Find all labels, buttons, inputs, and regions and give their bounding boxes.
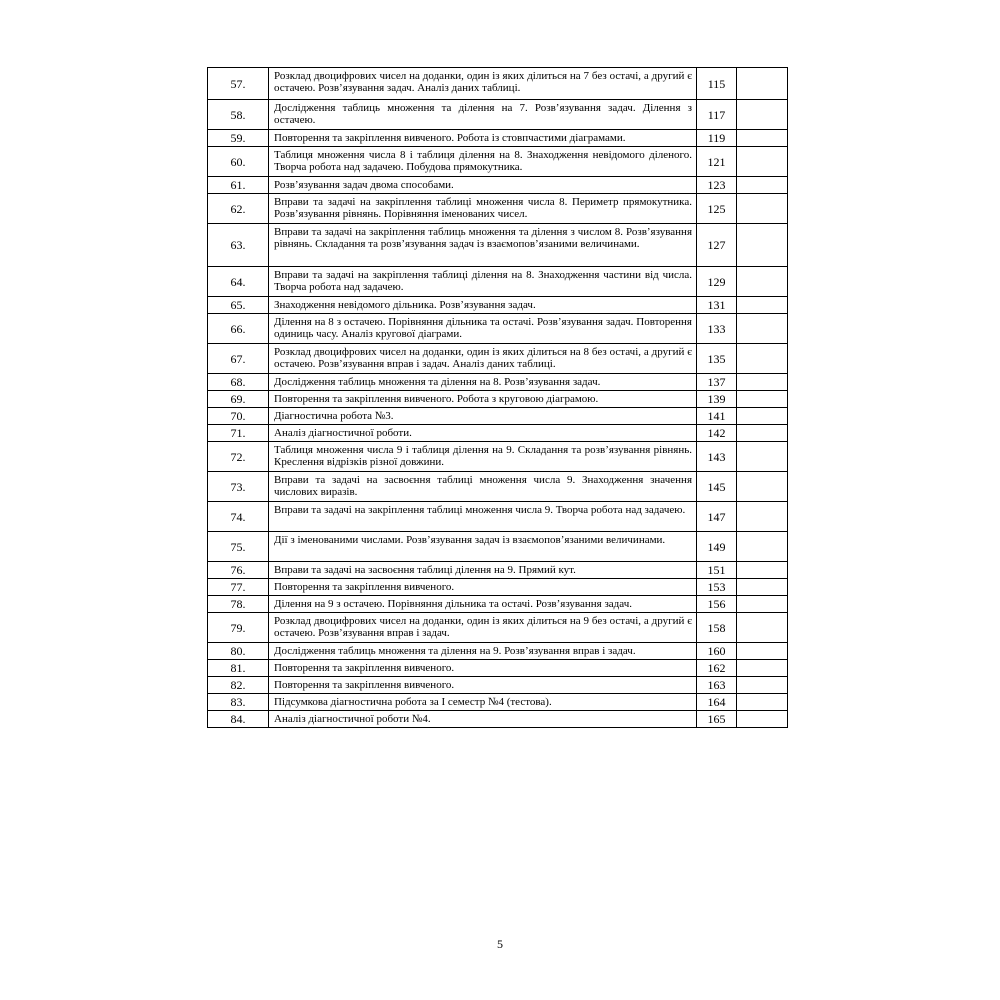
empty-cell — [737, 579, 788, 596]
empty-cell — [737, 267, 788, 297]
lesson-page: 163 — [697, 677, 737, 694]
page-number: 5 — [497, 937, 503, 951]
lesson-topic: Вправи та задачі на закріплення таблиці множення числа 8. Периметр прямокутника. Розв’язування рівнянь. Порівняння іменованих чисел. — [269, 194, 697, 224]
lesson-topic: Повторення та закріплення вивченого. Робота із стовпчастими діаграмами. — [269, 130, 697, 147]
lesson-topic: Вправи та задачі на закріплення таблиць множення та ділення з числом 8. Розв’язування рівнянь. Складання та розв’язування задач із взаємопов’язаними величинами. — [269, 224, 697, 267]
lesson-topic: Таблиця множення числа 9 і таблиця ділення на 9. Складання та розв’язування рівнянь. Креслення відрізків різної довжини. — [269, 442, 697, 472]
lesson-page: 125 — [697, 194, 737, 224]
table-row — [208, 596, 788, 613]
lesson-page: 142 — [697, 425, 737, 442]
table-row — [208, 147, 788, 177]
lesson-topic: Дослідження таблиць множення та ділення на 8. Розв’язування задач. — [269, 374, 697, 391]
empty-cell — [737, 660, 788, 677]
lesson-number: 77. — [208, 579, 269, 596]
table-row — [208, 297, 788, 314]
empty-cell — [737, 408, 788, 425]
lesson-number: 84. — [208, 711, 269, 728]
lesson-page: 121 — [697, 147, 737, 177]
lesson-topic: Вправи та задачі на засвоєння таблиці ділення на 9. Прямий кут. — [269, 562, 697, 579]
table-row — [208, 425, 788, 442]
lesson-page: 156 — [697, 596, 737, 613]
lesson-number: 82. — [208, 677, 269, 694]
lesson-number: 71. — [208, 425, 269, 442]
table-row — [208, 194, 788, 224]
table-row — [208, 224, 788, 267]
lesson-topic: Дослідження таблиць множення та ділення на 9. Розв’язування вправ і задач. — [269, 643, 697, 660]
empty-cell — [737, 68, 788, 100]
lesson-page: 139 — [697, 391, 737, 408]
table-row — [208, 502, 788, 532]
table-row — [208, 677, 788, 694]
empty-cell — [737, 562, 788, 579]
lesson-number: 66. — [208, 314, 269, 344]
lesson-number: 59. — [208, 130, 269, 147]
lesson-topic: Вправи та задачі на засвоєння таблиці множення числа 9. Знаходження значення числових виразів. — [269, 472, 697, 502]
lesson-number: 57. — [208, 68, 269, 100]
lesson-topic: Вправи та задачі на закріплення таблиці множення числа 9. Творча робота над задачею. — [269, 502, 697, 532]
empty-cell — [737, 596, 788, 613]
lesson-topic: Знаходження невідомого дільника. Розв’язування задач. — [269, 297, 697, 314]
empty-cell — [737, 130, 788, 147]
lesson-topic: Розклад двоцифрових чисел на доданки, один із яких ділиться на 9 без остачі, а другий є остачею. Розв’язування вправ і задач. — [269, 613, 697, 643]
lesson-number: 74. — [208, 502, 269, 532]
lesson-topic: Розв’язування задач двома способами. — [269, 177, 697, 194]
lesson-page: 133 — [697, 314, 737, 344]
lesson-number: 61. — [208, 177, 269, 194]
lesson-plan-table — [207, 67, 788, 728]
empty-cell — [737, 194, 788, 224]
table-row — [208, 267, 788, 297]
lesson-topic: Повторення та закріплення вивченого. — [269, 579, 697, 596]
empty-cell — [737, 532, 788, 562]
lesson-number: 69. — [208, 391, 269, 408]
empty-cell — [737, 442, 788, 472]
lesson-number: 60. — [208, 147, 269, 177]
table-row — [208, 374, 788, 391]
lesson-number: 58. — [208, 100, 269, 130]
lesson-page: 119 — [697, 130, 737, 147]
table-row — [208, 100, 788, 130]
empty-cell — [737, 643, 788, 660]
table-row — [208, 408, 788, 425]
empty-cell — [737, 297, 788, 314]
lesson-page: 145 — [697, 472, 737, 502]
empty-cell — [737, 374, 788, 391]
lesson-topic: Вправи та задачі на закріплення таблиці ділення на 8. Знаходження частини від числа. Творча робота над задачею. — [269, 267, 697, 297]
table-row — [208, 694, 788, 711]
lesson-page: 165 — [697, 711, 737, 728]
empty-cell — [737, 677, 788, 694]
empty-cell — [737, 314, 788, 344]
lesson-topic: Ділення на 8 з остачею. Порівняння дільника та остачі. Розв’язування задач. Повторення одиниць часу. Аналіз кругової діаграми. — [269, 314, 697, 344]
lesson-number: 73. — [208, 472, 269, 502]
lesson-topic: Розклад двоцифрових чисел на доданки, один із яких ділиться на 8 без остачі, а другий є остачею. Розв’язування вправ і задач. Аналіз даних таблиці. — [269, 344, 697, 374]
lesson-number: 78. — [208, 596, 269, 613]
table-row — [208, 711, 788, 728]
empty-cell — [737, 694, 788, 711]
empty-cell — [737, 177, 788, 194]
table-row — [208, 643, 788, 660]
lesson-number: 64. — [208, 267, 269, 297]
lesson-number: 72. — [208, 442, 269, 472]
lesson-number: 81. — [208, 660, 269, 677]
lesson-number: 76. — [208, 562, 269, 579]
lesson-page: 143 — [697, 442, 737, 472]
lesson-page: 147 — [697, 502, 737, 532]
table-row — [208, 472, 788, 502]
lesson-number: 80. — [208, 643, 269, 660]
empty-cell — [737, 613, 788, 643]
lesson-topic: Аналіз діагностичної роботи №4. — [269, 711, 697, 728]
lesson-number: 83. — [208, 694, 269, 711]
lesson-number: 67. — [208, 344, 269, 374]
table-row — [208, 314, 788, 344]
lesson-page: 162 — [697, 660, 737, 677]
lesson-page: 137 — [697, 374, 737, 391]
lesson-number: 70. — [208, 408, 269, 425]
lesson-topic: Таблиця множення числа 8 і таблиця ділення на 8. Знаходження невідомого діленого. Творча робота над задачею. Побудова прямокутника. — [269, 147, 697, 177]
lesson-page: 160 — [697, 643, 737, 660]
lesson-number: 63. — [208, 224, 269, 267]
table-row — [208, 177, 788, 194]
empty-cell — [737, 711, 788, 728]
lesson-topic: Аналіз діагностичної роботи. — [269, 425, 697, 442]
lesson-page: 131 — [697, 297, 737, 314]
lesson-page: 141 — [697, 408, 737, 425]
empty-cell — [737, 100, 788, 130]
lesson-page: 123 — [697, 177, 737, 194]
table-row — [208, 391, 788, 408]
lesson-number: 75. — [208, 532, 269, 562]
empty-cell — [737, 472, 788, 502]
lesson-topic: Розклад двоцифрових чисел на доданки, один із яких ділиться на 7 без остачі, а другий є остачею. Розв’язування задач. Аналіз даних таблиці. — [269, 68, 697, 100]
table-row — [208, 130, 788, 147]
table-row — [208, 532, 788, 562]
lesson-number: 68. — [208, 374, 269, 391]
lesson-topic: Повторення та закріплення вивченого. — [269, 660, 697, 677]
table-row — [208, 68, 788, 100]
table-row — [208, 579, 788, 596]
table-body — [208, 68, 788, 728]
lesson-page: 153 — [697, 579, 737, 596]
empty-cell — [737, 224, 788, 267]
lesson-number: 79. — [208, 613, 269, 643]
lesson-page: 158 — [697, 613, 737, 643]
table-row — [208, 660, 788, 677]
empty-cell — [737, 147, 788, 177]
lesson-topic: Повторення та закріплення вивченого. — [269, 677, 697, 694]
lesson-page: 127 — [697, 224, 737, 267]
lesson-number: 65. — [208, 297, 269, 314]
lesson-topic: Повторення та закріплення вивченого. Робота з круговою діаграмою. — [269, 391, 697, 408]
empty-cell — [737, 425, 788, 442]
lesson-page: 117 — [697, 100, 737, 130]
lesson-topic: Ділення на 9 з остачею. Порівняння дільника та остачі. Розв’язування задач. — [269, 596, 697, 613]
empty-cell — [737, 344, 788, 374]
lesson-number: 62. — [208, 194, 269, 224]
lesson-topic: Підсумкова діагностична робота за І семестр №4 (тестова). — [269, 694, 697, 711]
empty-cell — [737, 391, 788, 408]
lesson-topic: Діагностична робота №3. — [269, 408, 697, 425]
table-row — [208, 562, 788, 579]
table-row — [208, 344, 788, 374]
table-row — [208, 442, 788, 472]
lesson-topic: Дії з іменованими числами. Розв’язування задач із взаємопов’язаними величинами. — [269, 532, 697, 562]
lesson-page: 135 — [697, 344, 737, 374]
table-row — [208, 613, 788, 643]
lesson-page: 149 — [697, 532, 737, 562]
lesson-page: 164 — [697, 694, 737, 711]
lesson-page: 115 — [697, 68, 737, 100]
lesson-page: 151 — [697, 562, 737, 579]
empty-cell — [737, 502, 788, 532]
lesson-page: 129 — [697, 267, 737, 297]
lesson-topic: Дослідження таблиць множення та ділення на 7. Розв’язування задач. Ділення з остачею. — [269, 100, 697, 130]
